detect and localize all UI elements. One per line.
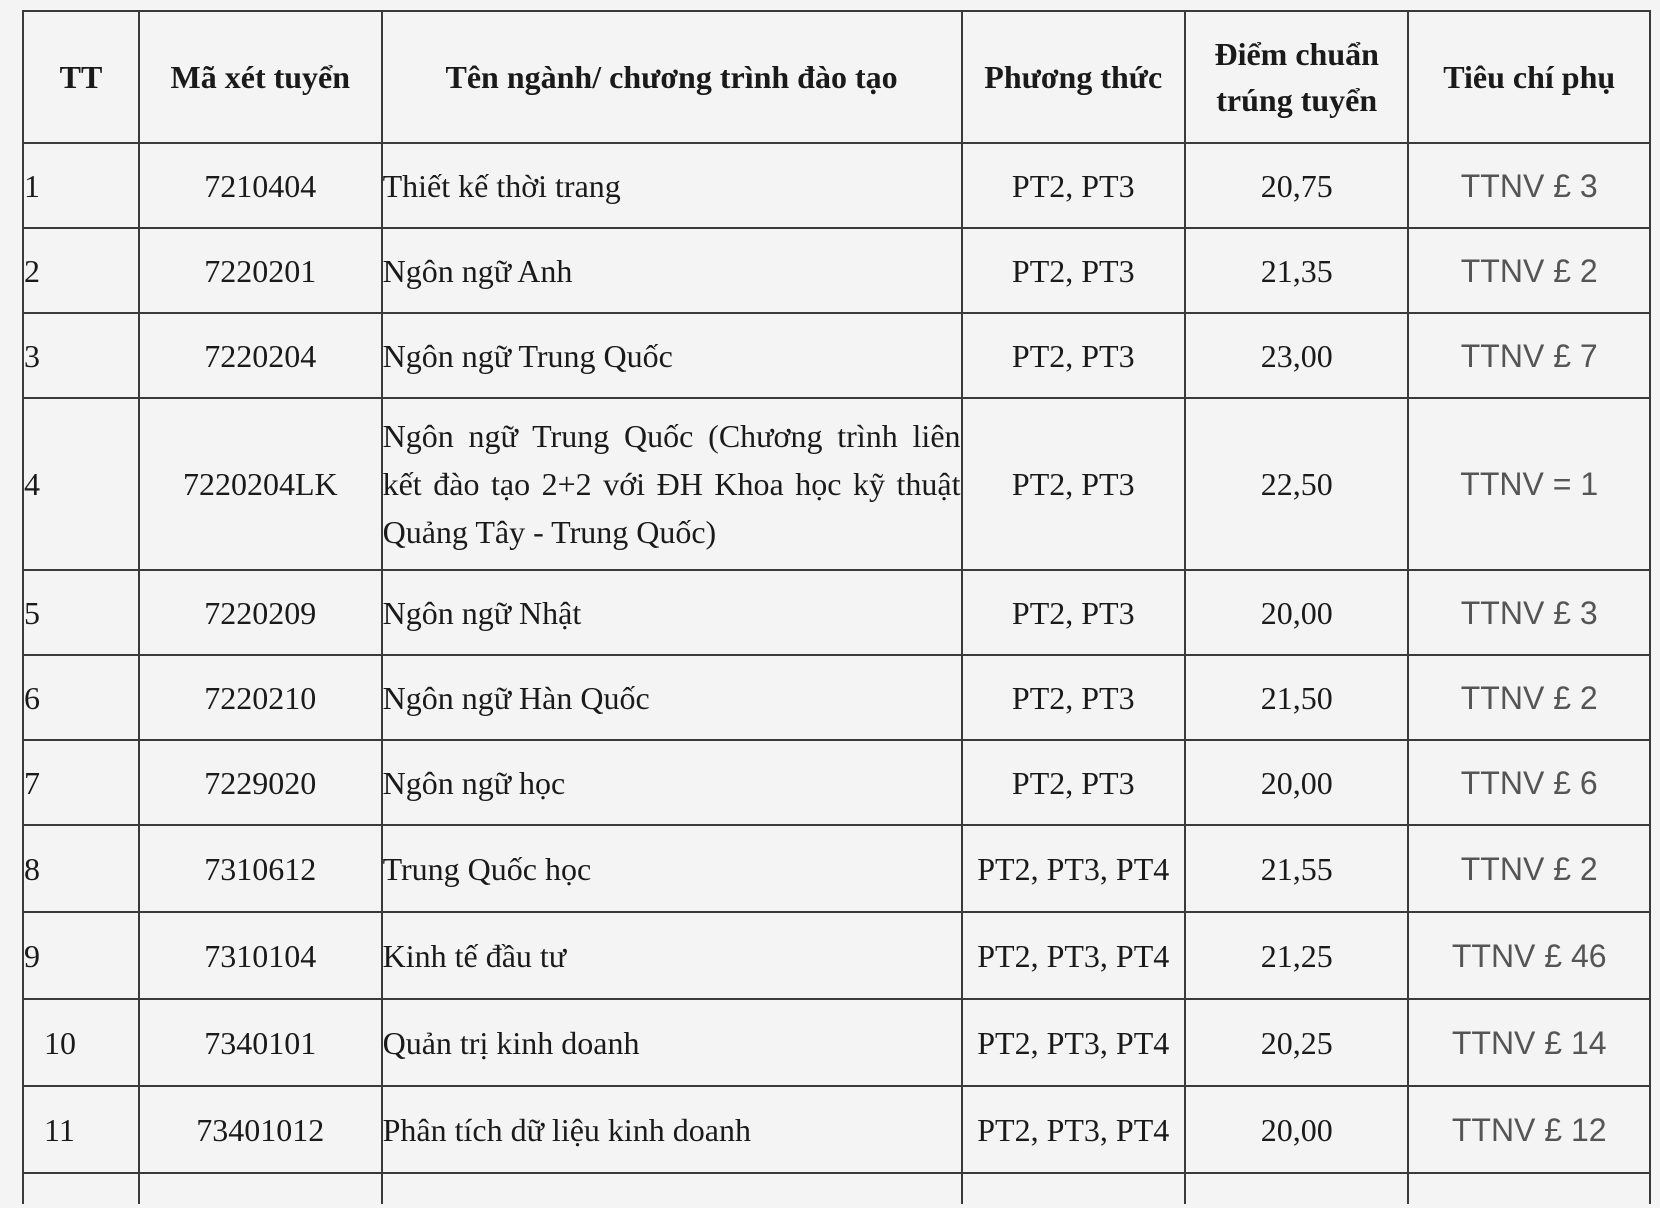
table-header-row	[23, 11, 1650, 143]
cell-tt: 1	[23, 143, 139, 228]
table-row	[23, 143, 1650, 228]
cell-name: Quản trị kinh doanh	[382, 999, 962, 1086]
table-row	[23, 740, 1650, 825]
cell-tt: 2	[23, 228, 139, 313]
cell-name: Ngôn ngữ Hàn Quốc	[382, 655, 962, 740]
cell-name: Phân tích dữ liệu kinh doanh	[382, 1086, 962, 1173]
cell-method: PT2, PT3, PT4	[962, 825, 1185, 912]
cell-code: 7229020	[139, 740, 382, 825]
cell-score: 20,00	[1185, 1086, 1408, 1173]
cell-empty	[139, 1173, 382, 1204]
header-method: Phương thức	[962, 11, 1185, 143]
cell-code: 73401012	[139, 1086, 382, 1173]
cell-code: 7220209	[139, 570, 382, 655]
header-criteria: Tiêu chí phụ	[1408, 11, 1650, 143]
cell-score: 21,55	[1185, 825, 1408, 912]
cell-criteria: TTNV £ 2	[1408, 655, 1650, 740]
table-row	[23, 228, 1650, 313]
cell-criteria: TTNV £ 7	[1408, 313, 1650, 398]
table-row	[23, 313, 1650, 398]
cell-code: 7220204LK	[139, 398, 382, 570]
cell-criteria: TTNV £ 14	[1408, 999, 1650, 1086]
cell-tt: 3	[23, 313, 139, 398]
header-score	[1185, 11, 1408, 143]
cell-score: 20,25	[1185, 999, 1408, 1086]
cell-name: Ngôn ngữ học	[382, 740, 962, 825]
cell-criteria: TTNV = 1	[1408, 398, 1650, 570]
table-row	[23, 655, 1650, 740]
cell-method: PT2, PT3	[962, 398, 1185, 570]
cell-score: 22,50	[1185, 398, 1408, 570]
cell-method: PT2, PT3	[962, 655, 1185, 740]
cell-method: PT2, PT3, PT4	[962, 912, 1185, 999]
cell-score: 23,00	[1185, 313, 1408, 398]
cell-criteria: TTNV £ 3	[1408, 143, 1650, 228]
cell-name: Thiết kế thời trang	[382, 143, 962, 228]
cell-score: 20,00	[1185, 570, 1408, 655]
cell-tt: 8	[23, 825, 139, 912]
table-row	[23, 912, 1650, 999]
cell-empty	[23, 1173, 139, 1204]
cell-code: 7310612	[139, 825, 382, 912]
cell-empty	[382, 1173, 962, 1204]
cell-code: 7220204	[139, 313, 382, 398]
cell-name: Ngôn ngữ Trung Quốc (Chương trình liên kết đào tạo 2+2 với ĐH Khoa học kỹ thuật Quảng Tây - Trung Quốc)	[382, 398, 962, 570]
cell-method: PT2, PT3, PT4	[962, 999, 1185, 1086]
cell-criteria: TTNV £ 46	[1408, 912, 1650, 999]
cell-name: Ngôn ngữ Nhật	[382, 570, 962, 655]
cell-score: 21,35	[1185, 228, 1408, 313]
cell-code: 7340101	[139, 999, 382, 1086]
table-row	[23, 398, 1650, 570]
cell-empty	[1185, 1173, 1408, 1204]
cell-empty	[1408, 1173, 1650, 1204]
cell-tt: 10	[23, 999, 139, 1086]
cell-criteria: TTNV £ 2	[1408, 825, 1650, 912]
cell-tt: 6	[23, 655, 139, 740]
header-code: Mã xét tuyển	[139, 11, 382, 143]
cell-code: 7310104	[139, 912, 382, 999]
cell-method: PT2, PT3	[962, 143, 1185, 228]
cell-method: PT2, PT3	[962, 228, 1185, 313]
header-name: Tên ngành/ chương trình đào tạo	[382, 11, 962, 143]
cell-score: 20,75	[1185, 143, 1408, 228]
cell-criteria: TTNV £ 6	[1408, 740, 1650, 825]
cell-code: 7210404	[139, 143, 382, 228]
cell-tt: 4	[23, 398, 139, 570]
cell-score: 21,50	[1185, 655, 1408, 740]
cell-empty	[962, 1173, 1185, 1204]
admission-score-table	[22, 10, 1651, 1204]
cell-code: 7220210	[139, 655, 382, 740]
cell-code: 7220201	[139, 228, 382, 313]
cell-method: PT2, PT3, PT4	[962, 1086, 1185, 1173]
cell-criteria: TTNV £ 3	[1408, 570, 1650, 655]
cell-method: PT2, PT3	[962, 313, 1185, 398]
header-tt: TT	[23, 11, 139, 143]
cell-name: Ngôn ngữ Anh	[382, 228, 962, 313]
cell-name: Kinh tế đầu tư	[382, 912, 962, 999]
cell-method: PT2, PT3	[962, 740, 1185, 825]
table-row	[23, 1086, 1650, 1173]
cell-name: Trung Quốc học	[382, 825, 962, 912]
cell-tt: 5	[23, 570, 139, 655]
cell-name: Ngôn ngữ Trung Quốc	[382, 313, 962, 398]
cell-tt: 7	[23, 740, 139, 825]
table-row	[23, 999, 1650, 1086]
table-row	[23, 825, 1650, 912]
cell-score: 20,00	[1185, 740, 1408, 825]
cell-score: 21,25	[1185, 912, 1408, 999]
cell-tt: 11	[23, 1086, 139, 1173]
cell-criteria: TTNV £ 2	[1408, 228, 1650, 313]
header-score-line2: trúng tuyển	[1216, 82, 1378, 118]
header-score-line1: Điểm chuẩn	[1214, 36, 1379, 72]
cell-tt: 9	[23, 912, 139, 999]
table-row-partial	[23, 1173, 1650, 1204]
table-row	[23, 570, 1650, 655]
cell-method: PT2, PT3	[962, 570, 1185, 655]
cell-criteria: TTNV £ 12	[1408, 1086, 1650, 1173]
